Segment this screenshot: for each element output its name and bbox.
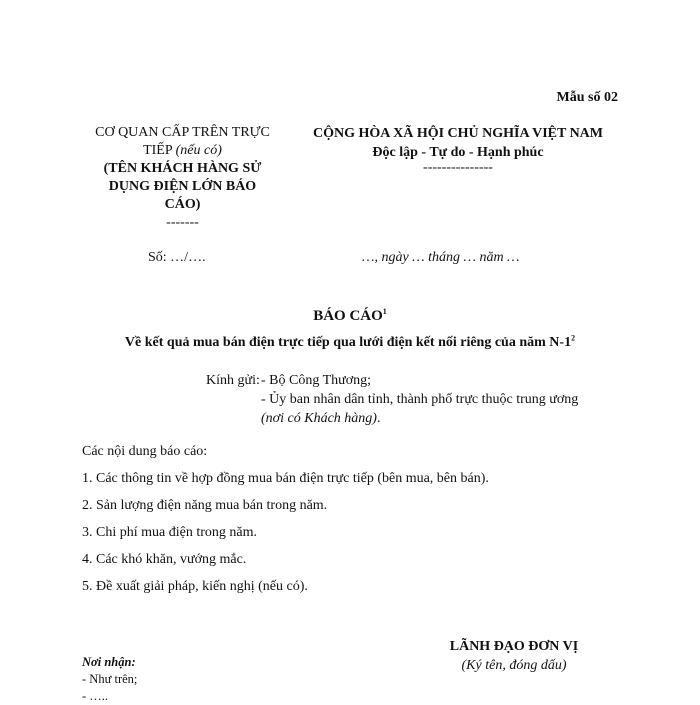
contents-heading: Các nội dung báo cáo: — [82, 444, 208, 459]
signature-note: (Ký tên, đóng dấu) — [461, 658, 567, 673]
recipient-item: - Bộ Công Thương; — [261, 373, 372, 388]
recipients-note — [82, 654, 137, 705]
national-header-block — [288, 124, 628, 174]
national-motto: Độc lập - Tự do - Hạnh phúc — [372, 145, 544, 160]
agency-line-2 — [80, 142, 285, 160]
recipient-row — [206, 390, 578, 409]
agency-line-2-prefix: TIẾP — [143, 143, 173, 158]
content-item: 3. Chi phí mua điện trong năm. — [82, 525, 257, 540]
recipients-note-item: - Như trên; — [82, 672, 138, 686]
report-subtitle-text: Về kết quả mua bán điện trực tiếp qua lưới điện kết nối riêng của năm N-1 — [124, 335, 572, 350]
document-number: Số: …/…. — [148, 250, 206, 265]
right-header-divider: --------------- — [423, 160, 493, 175]
customer-name-line-2: DỤNG ĐIỆN LỚN BÁO — [108, 179, 257, 194]
recipients-label: Kính gửi: — [206, 373, 260, 388]
recipient-item: - Ủy ban nhân dân tỉnh, thành phố trực thuộc trung ương — [261, 392, 579, 407]
form-number: Mẫu số 02 — [556, 90, 618, 105]
report-contents — [82, 443, 489, 605]
recipient-note: (nơi có Khách hàng) — [261, 411, 377, 426]
recipients-note-item: - ….. — [82, 689, 109, 703]
report-title-text: BÁO CÁO — [313, 308, 383, 324]
recipients-spacer — [206, 390, 261, 409]
content-item: 2. Sản lượng điện năng mua bán trong năm. — [82, 498, 328, 513]
report-subtitle — [0, 335, 700, 351]
recipients-note-label: Nơi nhận: — [82, 655, 136, 669]
customer-name-line-1: (TÊN KHÁCH HÀNG SỬ — [103, 161, 262, 176]
content-item: 1. Các thông tin về hợp đồng mua bán điện trực tiếp (bên mua, bên bán). — [82, 471, 489, 486]
country-name: CỘNG HÒA XÃ HỘI CHỦ NGHĨA VIỆT NAM — [312, 126, 603, 141]
left-header-divider: ------- — [166, 215, 199, 230]
recipient-row — [206, 371, 578, 390]
recipients-block — [206, 371, 578, 428]
recipients-spacer — [206, 409, 261, 428]
subtitle-footnote-marker: 2 — [571, 333, 576, 343]
date-line: …, ngày … tháng … năm … — [362, 250, 520, 265]
content-item: 5. Đề xuất giải pháp, kiến nghị (nếu có). — [82, 579, 308, 594]
agency-line-1: CƠ QUAN CẤP TRÊN TRỰC — [95, 125, 270, 140]
agency-line-2-note: (nếu có) — [175, 143, 222, 158]
report-title — [0, 308, 700, 325]
issuing-agency-block — [80, 124, 285, 232]
customer-name-line-3: CÁO) — [164, 197, 201, 212]
signature-block — [400, 637, 628, 675]
signature-title: LÃNH ĐẠO ĐƠN VỊ — [449, 639, 579, 654]
title-footnote-marker: 1 — [382, 307, 387, 316]
recipient-row — [206, 409, 578, 428]
content-item: 4. Các khó khăn, vướng mắc. — [82, 552, 247, 567]
recipient-note-suffix: . — [376, 411, 381, 426]
